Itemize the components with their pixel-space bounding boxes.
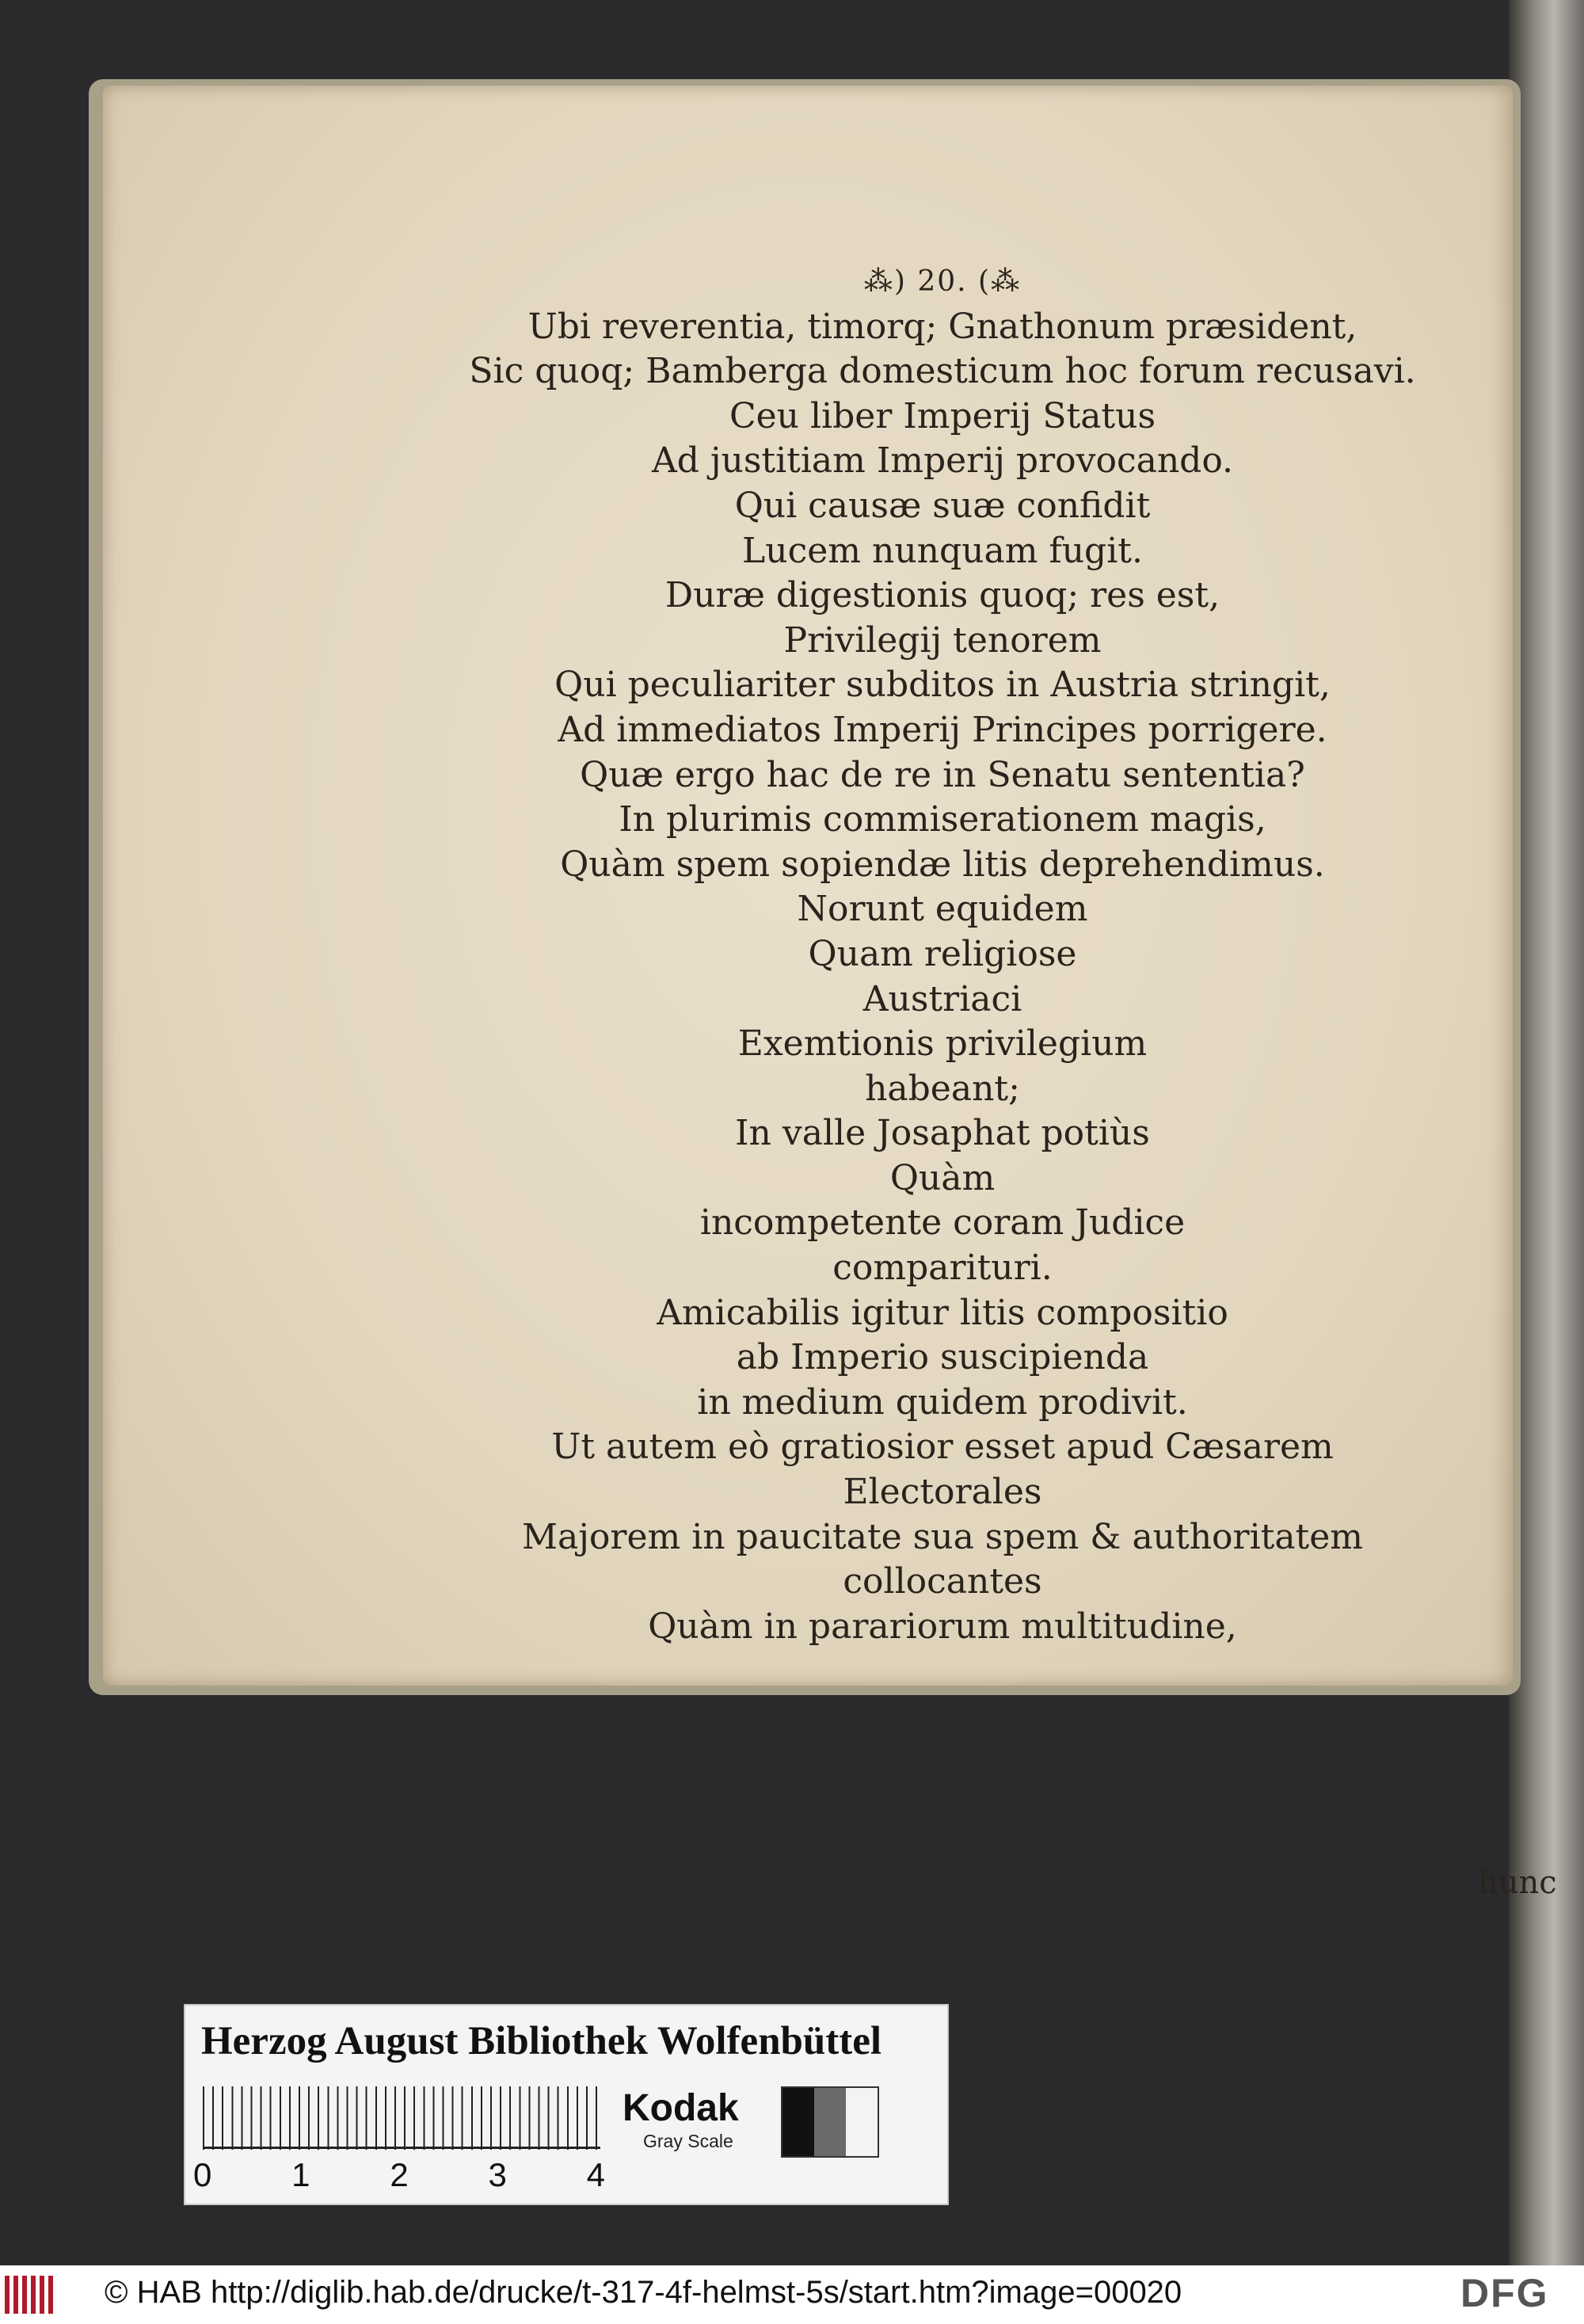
dfg-logo: DFG [1460,2271,1549,2315]
text-line: In plurimis commiserationem magis, [619,799,1266,840]
text-line: Quàm spem sopiendæ litis deprehendimus. [560,844,1325,885]
text-line: collocantes [843,1561,1042,1602]
text-line: Ubi reverentia, timorq; Gnathonum præsident, [527,306,1357,347]
page-header: ⁂) 20. (⁂ [863,265,1022,298]
ruler-number: 1 [291,2156,310,2193]
text-line: Quàm [889,1157,996,1198]
ruler-number: 2 [390,2156,409,2193]
library-name: Herzog August Bibliothek Wolfenbüttel [201,2019,882,2063]
ruler-number: 3 [488,2156,507,2193]
text-line: Lucem nunquam fugit. [742,530,1143,571]
text-line: Quàm in parariorum multitudine, [648,1606,1237,1647]
text-line: compariturі. [832,1248,1053,1289]
kodak-subtitle: Gray Scale [643,2131,733,2151]
text-line: Privilegij tenorem [783,619,1102,661]
footer-bar [0,2265,1584,2324]
text-line: incompetente coram Judice [699,1202,1186,1244]
text-line: Quam religiose [808,933,1077,974]
ruler-number: 4 [586,2156,605,2193]
hab-logo-icon [5,2273,68,2316]
ruler-number: 0 [193,2156,212,2193]
text-line: Qui causæ suæ confidit [734,485,1151,526]
kodak-logo: Kodak [623,2087,739,2129]
text-line: ab Imperio suscipienda [736,1337,1149,1378]
text-line: Sic quoq; Bamberga domesticum hoc forum recusavi. [469,351,1416,392]
library-label-card [184,2004,949,2205]
text-line: In valle Josaphat potiùs [735,1113,1150,1154]
text-line: Electorales [843,1472,1042,1513]
text-line: Exemtionis privilegium [737,1023,1148,1065]
text-line: Ad immediatos Imperij Principes porrigere. [558,709,1327,750]
text-line: in medium quidem prodivit. [697,1381,1188,1423]
text-line: Norunt equidem [797,889,1088,930]
text-line: Qui peculiariter subditos in Austria stringit, [554,665,1331,706]
text-line: Quæ ergo hac de re in Senatu sententia? [580,754,1305,795]
catchword: hunc [1478,1865,1557,1901]
swatch-black [782,2088,814,2156]
text-line: Majorem in paucitate sua spem & authoritatem [522,1516,1363,1557]
copyright-url[interactable]: © HAB http://diglib.hab.de/drucke/t-317-4f-helmst-5s/start.htm?image=00020 [105,2275,1182,2310]
text-line: Duræ digestionis quoq; res est, [664,575,1220,616]
book-page [103,86,1557,1901]
text-line: Ut autem eò gratiosior esset apud Cæsarem [551,1427,1334,1468]
ruler-baseline [203,2147,600,2149]
swatch-gray [814,2088,846,2156]
gray-scale-swatches [781,2086,879,2158]
swatch-white [846,2088,878,2156]
ruler-numbers [193,2156,605,2194]
text-line: Amicabilis igitur litis compositio [657,1292,1228,1333]
text-line: Austriaci [862,978,1022,1019]
text-line: Ad justitiam Imperij provocando. [651,440,1234,482]
scale-ruler [203,2086,600,2150]
text-line: Ceu liber Imperij Status [729,395,1156,436]
page-text [404,260,1481,1649]
text-line: habeant; [865,1068,1020,1109]
